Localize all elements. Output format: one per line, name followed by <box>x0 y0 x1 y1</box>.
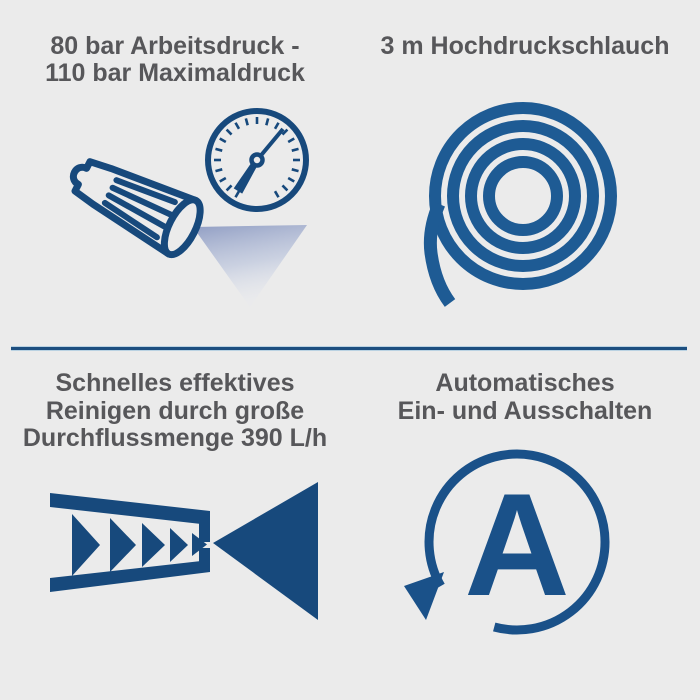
caption-line: Automatisches <box>435 369 615 397</box>
caption-line: 3 m Hochdruckschlauch <box>380 32 670 60</box>
caption-working-pressure <box>0 33 350 87</box>
auto-letter: A <box>464 463 570 626</box>
hose-coil-icon <box>395 90 655 320</box>
caption-line: Reinigen durch große <box>45 396 305 425</box>
nozzle-pressure-gauge-icon <box>30 100 330 320</box>
caption-line: 110 bar Maximaldruck <box>45 59 305 87</box>
pressure-gauge-shape <box>208 111 306 209</box>
section-divider <box>11 346 687 351</box>
circular-arrow-head <box>404 572 444 620</box>
hose-coil-shape <box>435 108 611 284</box>
flow-funnel-shape <box>50 482 318 620</box>
caption-line: Ein- und Ausschalten <box>397 396 653 425</box>
spray-fan-shape <box>193 225 307 307</box>
gauge-hub <box>252 155 263 166</box>
auto-mode-icon <box>400 440 660 680</box>
caption-flow-rate <box>0 370 350 453</box>
spray-cone <box>213 482 318 620</box>
flow-funnel-icon <box>30 460 330 680</box>
caption-line: Schnelles effektives <box>55 369 295 397</box>
funnel-cap-bottom <box>199 548 210 571</box>
caption-line: 80 bar Arbeitsdruck - <box>50 32 300 60</box>
caption-line: Durchflussmenge 390 L/h <box>22 424 328 452</box>
spray-nozzle-shape <box>61 146 208 260</box>
hose-tail <box>430 204 450 303</box>
funnel-cap-top <box>199 511 210 542</box>
caption-hose-length <box>350 33 700 60</box>
caption-auto-on-off <box>350 370 700 425</box>
